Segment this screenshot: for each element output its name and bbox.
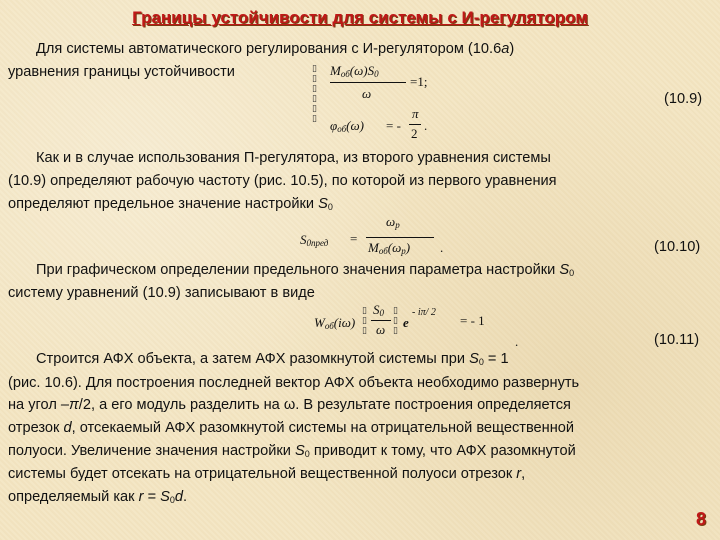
eq9-phi: $\varphi_{об}(\omega)$ [330, 118, 364, 134]
para2-line1: Как и в случае использования П-регулятора, из второго уравнения системы [36, 150, 551, 166]
para2-line3: определяют предельное значение настройки $S_0$ [8, 196, 333, 212]
para4-line7: определяемый как $r = S_0d$. [8, 489, 188, 505]
eq11-fraction-line [371, 320, 391, 321]
para1-line1: Для системы автоматического регулирования с И-регулятором (10.6а) [36, 41, 515, 57]
eq9-rhs1: =1; [410, 74, 428, 89]
eq9-rhs2: = - [386, 118, 401, 133]
eq11-num: $S_0$ [373, 302, 384, 318]
para4-line3: на угол –π/2, а его модуль разделить на ω. В результате построения определяется [8, 397, 571, 413]
eq11-den: ω [376, 322, 386, 337]
para2-line2: (10.9) определяют рабочую частоту (рис. 10.5), по которой из первого уравнения [8, 173, 557, 189]
para4-line6: системы будет отсекать на отрицательной вещественной полуоси отрезок r, [8, 466, 526, 482]
para4-line1: Строится АФХ объекта, а затем АФХ разомкнутой системы при $S_0 = 1$ [36, 351, 509, 367]
brace-glyph: ▯ ▯ ▯ ▯ ▯ ▯ [312, 64, 317, 124]
eq11-number: (10.11) [654, 332, 700, 348]
eq11-e: e [403, 315, 409, 330]
eq11-rhs: = - 1 [460, 313, 485, 328]
eq9-pi: π [412, 106, 419, 121]
eq10-den: $M_{об}(\omega_р)$ [368, 240, 411, 256]
para1-line2: уравнения границы устойчивости [8, 64, 235, 80]
eq10-lhs: $S_{0пред}$ [300, 232, 329, 248]
para4-line5: полуоси. Увеличение значения настройки $S_0$ приводит к тому, что АФХ разомкнутой [8, 443, 576, 459]
eq10-eq: = [350, 231, 358, 246]
eq9-two: 2 [411, 126, 418, 141]
page-number: 8 [695, 509, 706, 529]
eq11-dot: . [515, 334, 519, 349]
eq11-lhs: $W_{об}(i\omega)$ [314, 315, 356, 331]
para3-line2: систему уравнений (10.9) записывают в виде [8, 285, 315, 301]
eq9-number: (10.9) [664, 91, 703, 107]
eq9-num: $M_{об}(\omega)S_0$ [330, 63, 379, 79]
eq9-pi-line [409, 124, 421, 125]
slide-title: Границы устойчивости для системы с И-регулятором [132, 8, 588, 27]
eq10-dot: . [440, 240, 444, 255]
eq10-num: $\omega_р$ [386, 214, 400, 230]
eq10-fraction-line [366, 237, 434, 238]
eq11-exp: - iπ/ 2 [412, 307, 436, 318]
paren-left-glyph: ▯ ▯ ▯ [362, 306, 367, 336]
paren-right-glyph: ▯ ▯ ▯ [393, 306, 398, 336]
para4-line4: отрезок d, отсекаемый АФХ разомкнутой системы на отрицательной вещественной [8, 420, 575, 436]
eq9-den: ω [362, 86, 372, 101]
eq10-number: (10.10) [654, 239, 701, 255]
eq9-fraction-line [330, 82, 406, 83]
para3-line1: При графическом определении предельного значения параметра настройки $S_0$ [36, 262, 575, 278]
para4-line2: (рис. 10.6). Для построения последней вектор АФХ объекта необходимо развернуть [8, 375, 580, 391]
eq9-dot: . [424, 118, 428, 133]
